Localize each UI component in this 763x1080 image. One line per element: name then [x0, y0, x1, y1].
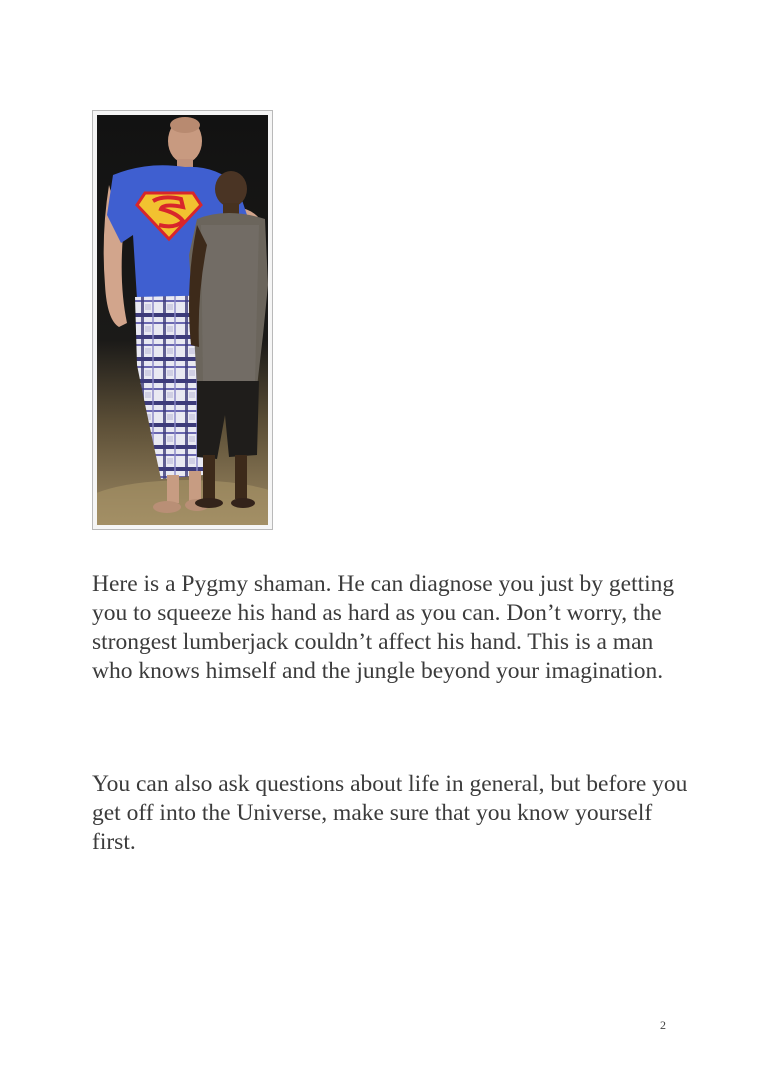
- photo-two-men: [97, 115, 268, 525]
- page-number: 2: [660, 1018, 666, 1032]
- body-paragraph-1: Here is a Pygmy shaman. He can diagnose you just by getting you to squeeze his hand as hard as you can. Don’t worry, the strongest lumberjack couldn’t affect his hand. This is a man who knows himself and the jungle beyond your imagination.: [92, 571, 675, 684]
- photo-frame: [92, 110, 273, 530]
- body-paragraph-2: You can also ask questions about life in general, but before you get off into the Universe, make sure that you know yourself first.: [92, 771, 688, 855]
